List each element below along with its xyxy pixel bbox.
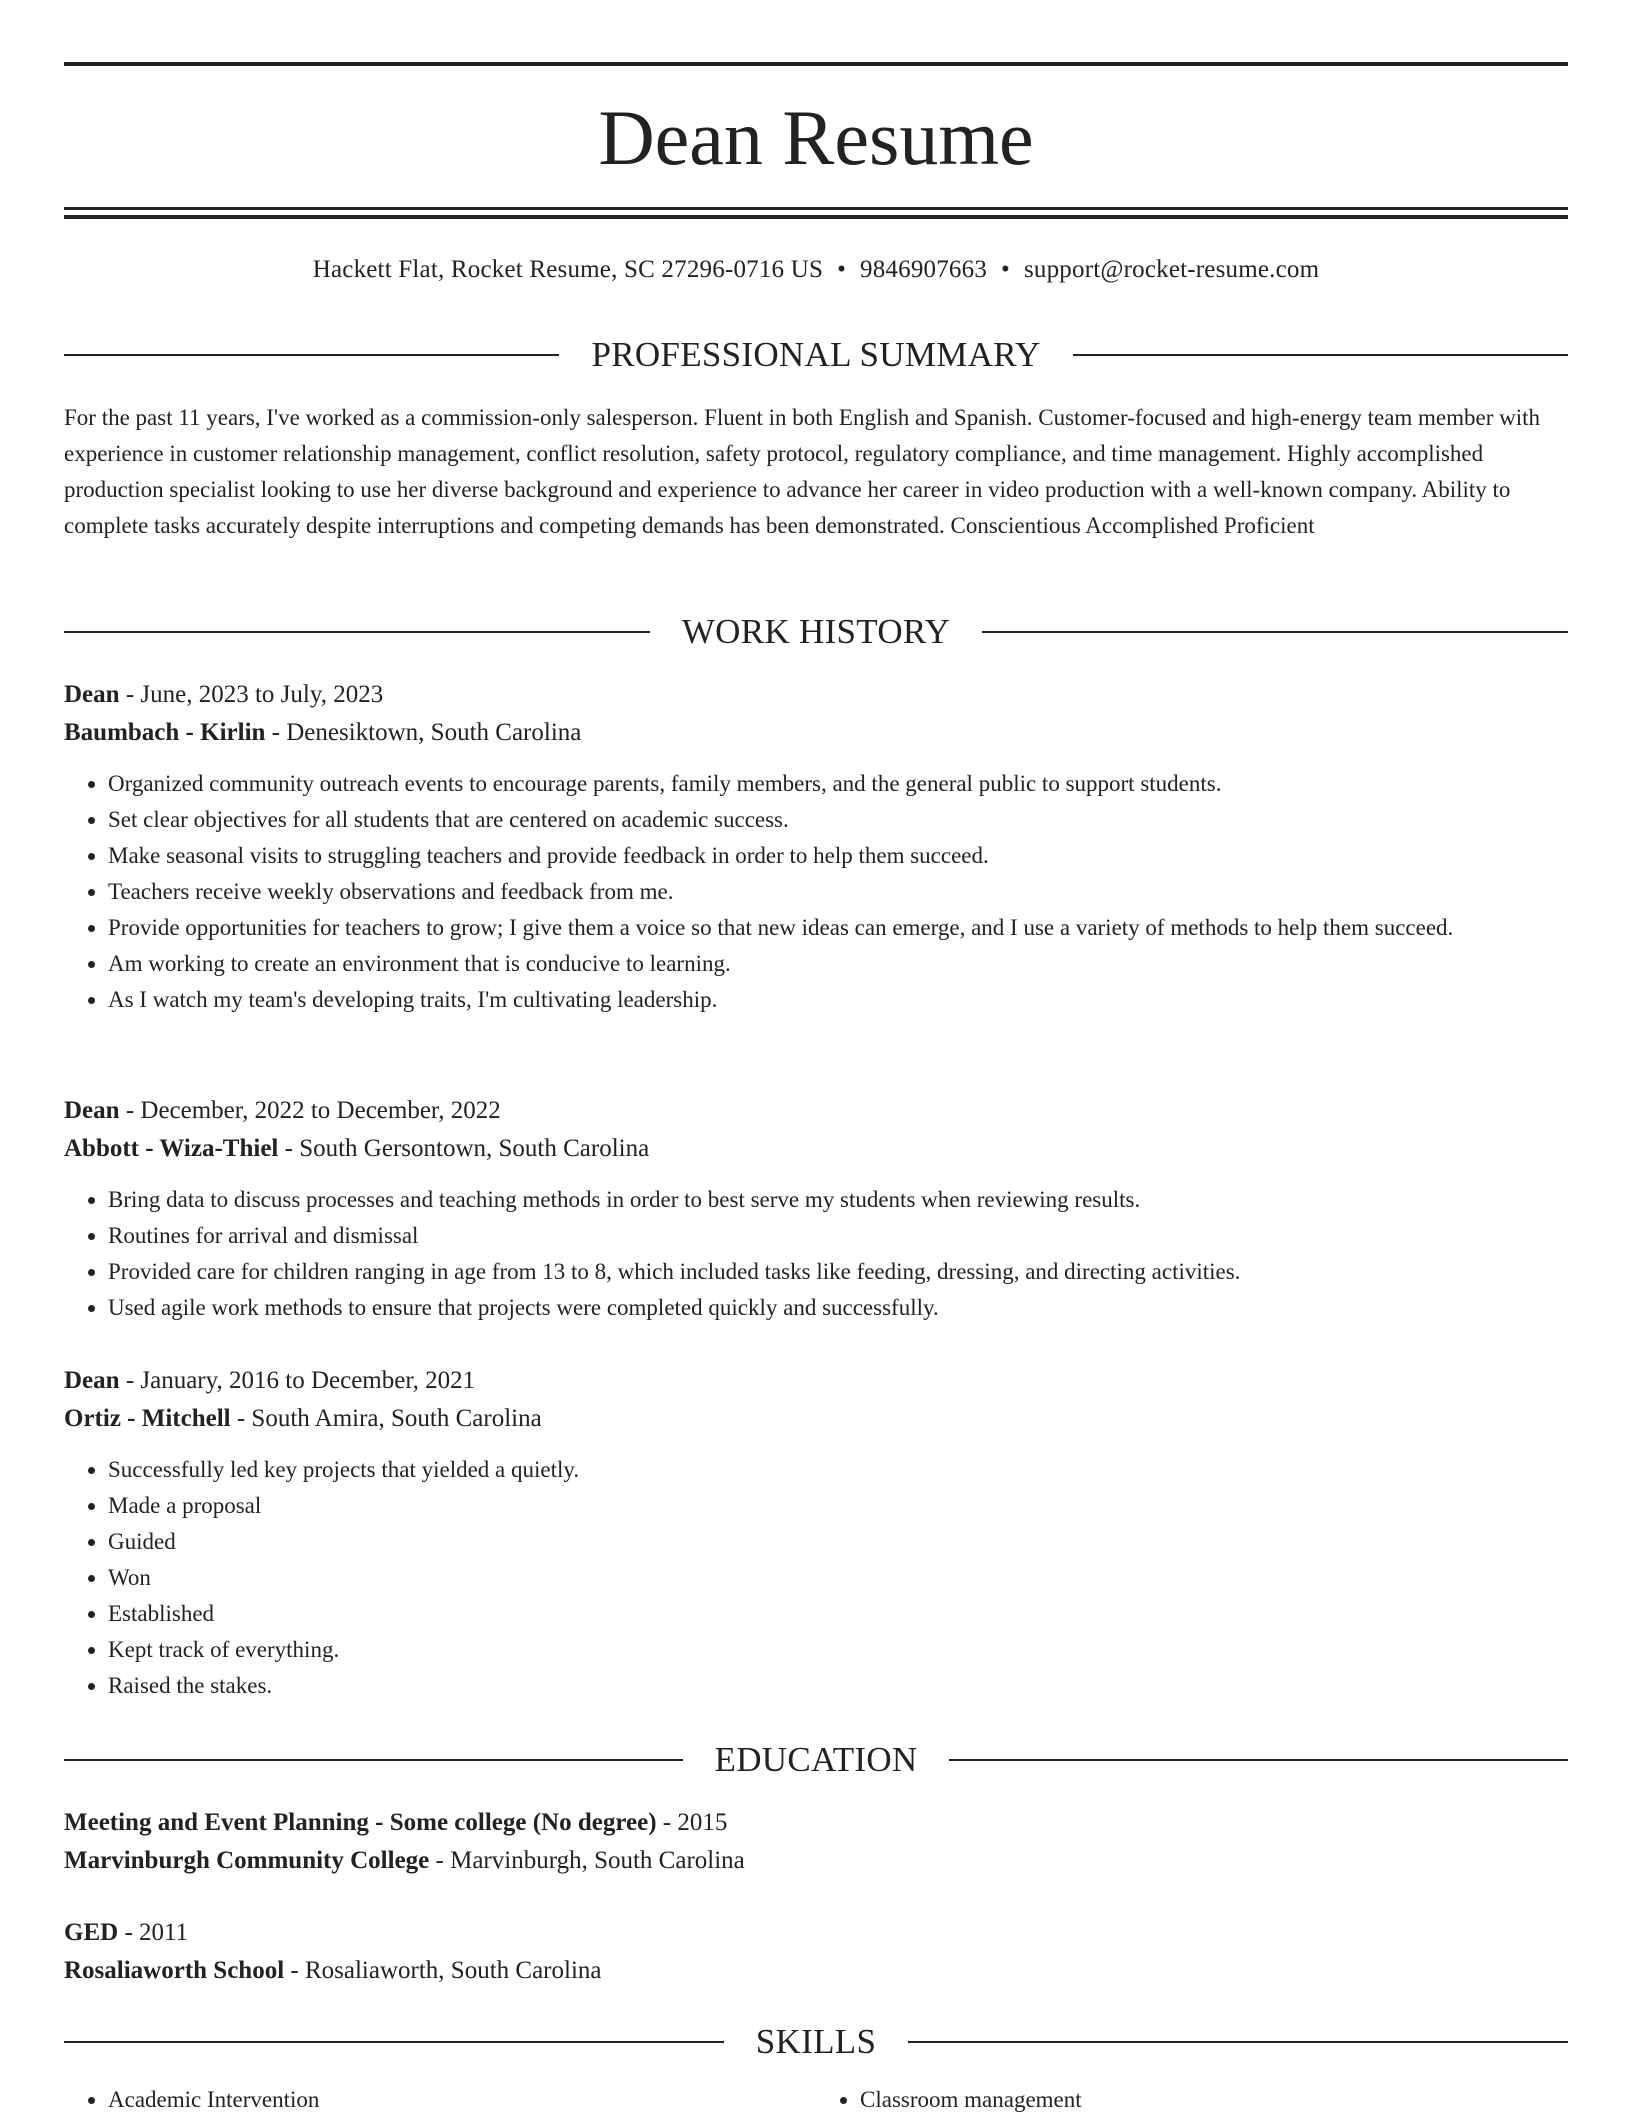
job-bullet: • Used agile work methods to ensure that projects were completed quickly and successfully. (108, 1290, 1568, 1326)
section-rule (64, 2041, 724, 2043)
job-bullet: • Bring data to discuss processes and teaching methods in order to best serve my students when reviewing results. (108, 1182, 1568, 1218)
section-title: WORK HISTORY (681, 612, 951, 651)
education-school: Marvinburgh Community College (64, 1847, 430, 1874)
section-rule (64, 631, 650, 633)
job-bullet: • Made a proposal (108, 1488, 1568, 1524)
section-rule (64, 1759, 683, 1761)
education-degree: GED (64, 1919, 119, 1946)
job-bullet: • Organized community outreach events to encourage parents, family members, and the general public to support students. (108, 766, 1568, 802)
job-title-line: Dean - January, 2016 to December, 2021 (64, 1367, 476, 1394)
job-bullet: • Am working to create an environment that is conducive to learning. (108, 946, 1568, 982)
job-bullet: • Kept track of everything. (108, 1632, 1568, 1668)
section-rule (908, 2041, 1568, 2043)
job-bullet: • Guided (108, 1524, 1568, 1560)
education-year: 2011 (139, 1919, 189, 1946)
education-degree-line: GED - 2011 (64, 1919, 189, 1946)
job-bullet: • Raised the stakes. (108, 1668, 1568, 1704)
job-bullet: • Routines for arrival and dismissal (108, 1218, 1568, 1254)
job-bullet: • Provided care for children ranging in age from 13 to 8, which included tasks like feeding, dressing, and directing activities. (108, 1254, 1568, 1290)
contact-address: Hackett Flat, Rocket Resume, SC 27296-0716 US (312, 256, 824, 283)
job-company-line: Abbott - Wiza-Thiel - South Gersontown, South Carolina (64, 1135, 650, 1162)
job-bullet: • Make seasonal visits to struggling teachers and provide feedback in order to help them succeed. (108, 838, 1568, 874)
education-location: Marvinburgh, South Carolina (450, 1847, 745, 1874)
education-location: Rosaliaworth, South Carolina (304, 1957, 602, 1984)
section-heading-education (64, 1738, 1568, 1782)
job-bullet: • Provide opportunities for teachers to grow; I give them a voice so that new ideas can emerge, and I use a variety of methods to help them succeed. (108, 910, 1568, 946)
job-bullet: • Won (108, 1560, 1568, 1596)
job-bullet: • Successfully led key projects that yielded a quietly. (108, 1452, 1568, 1488)
section-rule (949, 1759, 1568, 1761)
job-dates: January, 2016 to December, 2021 (140, 1367, 476, 1394)
job-bullet: • Set clear objectives for all students that are centered on academic success. (108, 802, 1568, 838)
job-location: Denesiktown, South Carolina (286, 719, 582, 746)
job-bullet: • As I watch my team's developing traits, I'm cultivating leadership. (108, 982, 1568, 1018)
job-role: Dean (64, 1097, 120, 1124)
job-role: Dean (64, 1367, 120, 1394)
job-role: Dean (64, 681, 120, 708)
job-entry (64, 1362, 1568, 1704)
skills-columns (64, 2082, 1568, 2118)
education-year: 2015 (677, 1809, 728, 1836)
job-bullets (64, 1452, 1568, 1704)
contact-separator: • (837, 256, 847, 283)
header-double-rule (64, 207, 1568, 219)
resume-name: Dean Resume (598, 94, 1034, 181)
education-entry (64, 1804, 1568, 1880)
section-title: PROFESSIONAL SUMMARY (591, 335, 1041, 374)
top-rule (64, 62, 1568, 66)
job-dates: June, 2023 to July, 2023 (140, 681, 384, 708)
education-school: Rosaliaworth School (64, 1957, 285, 1984)
skills-list-left (64, 2082, 816, 2118)
education-school-line: Marvinburgh Community College - Marvinburgh, South Carolina (64, 1847, 745, 1874)
job-title-line: Dean - June, 2023 to July, 2023 (64, 681, 384, 708)
job-bullet: • Established (108, 1596, 1568, 1632)
section-heading-skills (64, 2020, 1568, 2064)
section-heading-summary (64, 333, 1568, 377)
education-entry (64, 1914, 1568, 1990)
skill-item: • Classroom management (860, 2082, 1568, 2118)
contact-line (64, 252, 1568, 288)
job-entry (64, 1092, 1568, 1326)
section-rule (64, 354, 559, 356)
job-location: South Amira, South Carolina (251, 1405, 542, 1432)
education-school-line: Rosaliaworth School - Rosaliaworth, South Carolina (64, 1957, 602, 1984)
job-company: Abbott - Wiza-Thiel (64, 1135, 279, 1162)
job-bullets (64, 766, 1568, 1018)
job-bullets (64, 1182, 1568, 1326)
education-degree-line: Meeting and Event Planning - Some college (No degree) - 2015 (64, 1809, 728, 1836)
contact-email: support@rocket-resume.com (1023, 256, 1320, 283)
section-rule (982, 631, 1568, 633)
section-rule (1073, 354, 1568, 356)
job-company-line: Ortiz - Mitchell - South Amira, South Carolina (64, 1405, 542, 1432)
job-location: South Gersontown, South Carolina (299, 1135, 650, 1162)
education-degree: Meeting and Event Planning - Some college (No degree) (64, 1809, 657, 1836)
job-dates: December, 2022 to December, 2022 (140, 1097, 501, 1124)
job-company: Baumbach - Kirlin (64, 719, 266, 746)
job-bullet: • Teachers receive weekly observations and feedback from me. (108, 874, 1568, 910)
section-title: EDUCATION (714, 1740, 918, 1779)
job-company-line: Baumbach - Kirlin - Denesiktown, South Carolina (64, 719, 582, 746)
summary-text: For the past 11 years, I've worked as a commission-only salesperson. Fluent in both English and Spanish. Customer-focused and high-energy team member with experience in customer relationship management, conflict resolution, safety protocol, regulatory compliance, and time management. Highly accomplished production specialist looking to use her diverse background and experience to advance her career in video production with a well-known company. Ability to complete tasks accurately despite interruptions and competing demands has been demonstrated. Conscientious Accomplished Proficient (64, 405, 1541, 538)
contact-phone: 9846907663 (860, 256, 988, 283)
skills-list-right (816, 2082, 1568, 2118)
job-company: Ortiz - Mitchell (64, 1405, 231, 1432)
contact-separator: • (1001, 256, 1010, 283)
job-title-line: Dean - December, 2022 to December, 2022 (64, 1097, 501, 1124)
job-entry (64, 676, 1568, 1018)
section-heading-work-history (64, 610, 1568, 654)
skill-item: • Academic Intervention (108, 2082, 816, 2118)
section-title: SKILLS (755, 2022, 877, 2061)
